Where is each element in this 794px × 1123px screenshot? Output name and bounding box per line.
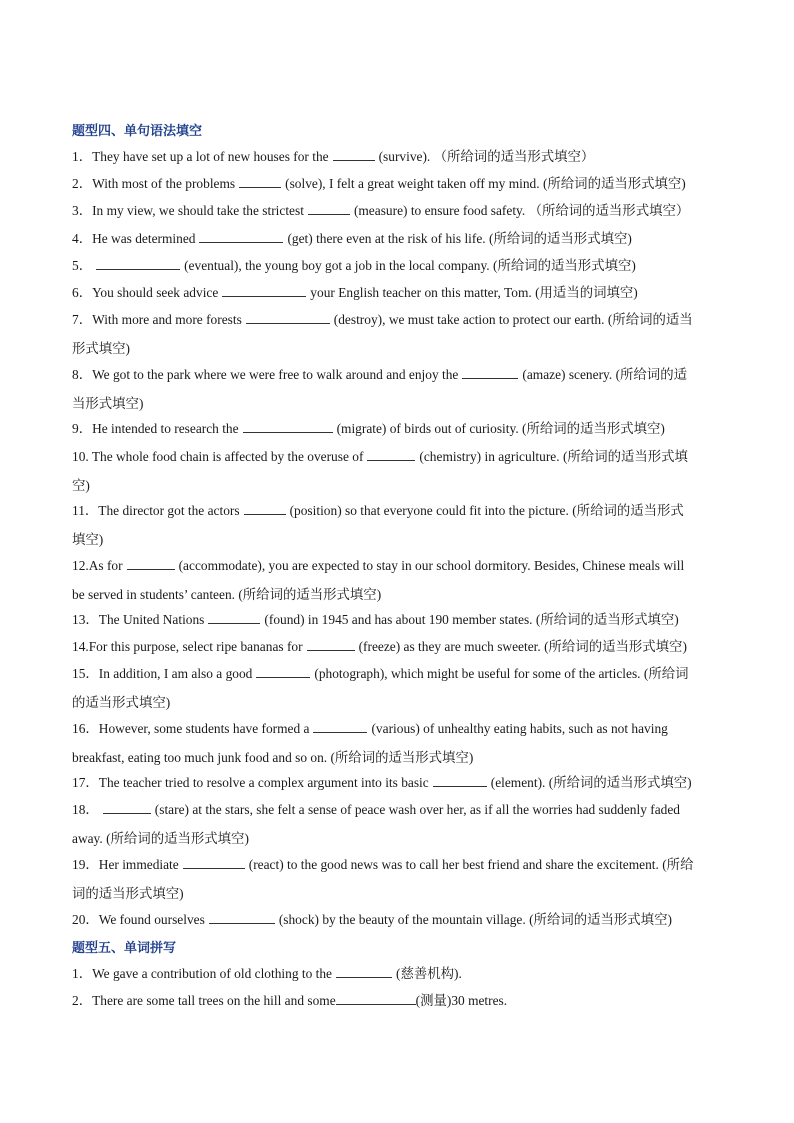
question-text: 9．He intended to research the [72,421,239,436]
question-hint: (shock) by the beauty of the mountain village. [278,912,526,927]
question-text: 11．The director got the actors [72,503,240,518]
question-hint: (destroy), we must take action to protect our earth. [333,312,605,327]
question-hint: (migrate) of birds out of curiosity. [336,421,519,436]
question-note: (所给词的适当形式填空) [535,612,679,627]
answer-blank[interactable] [199,230,283,243]
question-hint: (photograph), which might be useful for some of the articles. [314,666,641,681]
question-hint: (element). [490,775,546,790]
answer-blank[interactable] [367,448,415,461]
question-9 [72,420,722,437]
answer-blank[interactable] [243,420,333,433]
question-4 [72,230,722,247]
question-hint: (慈善机构). [395,966,462,981]
question-text: 4．He was determined [72,231,196,246]
question-text: 7．With more and more forests [72,312,242,327]
question-note: （所给词的适当形式填空） [528,203,690,218]
section-title-grammar-fill: 题型四、单句语法填空 [72,124,203,139]
question-11-continued: 填空) [72,532,104,547]
question-3 [72,202,722,219]
question-10 [72,448,722,465]
question-note: (所给词的适 [615,367,687,382]
question-5 [72,257,722,274]
question-text: 2．With most of the problems [72,176,236,191]
question-note: (所给词的适当形式 [572,503,684,518]
question-text: 16．However, some students have formed a [72,721,310,736]
question-note: (所给词的适当形式填空) [542,176,686,191]
question-text: 2．There are some tall trees on the hill and some [72,993,336,1008]
question-note: (所给词的适当形式填空) [493,258,636,273]
question-16 [72,720,722,737]
answer-blank[interactable] [256,665,310,678]
question-1 [72,148,722,165]
question-note: （所给词的适当形式填空） [433,149,595,164]
section-title-word-spelling: 题型五、单词拼写 [72,941,177,956]
question-text: 1．We gave a contribution of old clothing to the [72,966,332,981]
answer-blank[interactable] [307,638,355,651]
question-19 [72,856,722,873]
question-12 [72,557,722,574]
question-hint: (found) in 1945 and has about 190 member states. [264,612,533,627]
question-note: (所给词的适当形式填空) [544,639,687,654]
spelling-question-1 [72,965,722,982]
question-note: (所给词的适当形式填空) [548,775,692,790]
question-hint: (react) to the good news was to call her best friend and share the excitement. [248,857,659,872]
answer-blank[interactable] [246,311,330,324]
question-19-continued: 词的适当形式填空) [72,886,184,901]
answer-blank[interactable] [462,366,518,379]
question-text: 18． [72,802,99,817]
question-10-continued: 空) [72,478,90,493]
question-note: (所给词的适当形式填空) [489,231,632,246]
question-note: (所给 [662,857,694,872]
question-text: 10. The whole food chain is affected by the overuse of [72,449,364,464]
question-7-continued: 形式填空) [72,341,131,356]
question-hint: (eventual), the young boy got a job in the local company. [184,258,490,273]
question-text: 5． [72,258,93,273]
question-note: (用适当的词填空) [535,285,638,300]
question-hint: your English teacher on this matter, Tom. [310,285,532,300]
answer-blank[interactable] [208,611,260,624]
question-hint: (measure) to ensure food safety. [353,203,526,218]
question-hint: (various) of unhealthy eating habits, such as not having [371,721,668,736]
question-text: 13．The United Nations [72,612,205,627]
answer-blank[interactable] [127,557,175,570]
question-14 [72,638,722,655]
question-hint: (freeze) as they are much sweeter. [358,639,541,654]
answer-blank[interactable] [244,502,286,515]
question-note: (所给词的适当形式填 [562,449,688,464]
question-7 [72,311,722,328]
answer-blank[interactable] [209,911,275,924]
answer-blank[interactable] [433,774,487,787]
question-11 [72,502,722,519]
question-15-continued: 的适当形式填空) [72,695,171,710]
question-12-continued: be served in students’ canteen. (所给词的适当形式填空) [72,587,382,602]
question-17 [72,774,722,791]
answer-blank[interactable] [333,148,375,161]
question-text: 1．They have set up a lot of new houses for the [72,149,329,164]
question-note: (所给词的适当 [607,312,693,327]
question-hint: (get) there even at the risk of his life. [287,231,486,246]
question-20 [72,911,722,928]
answer-blank[interactable] [183,856,245,869]
question-18 [72,801,722,818]
question-8-continued: 当形式填空) [72,396,144,411]
spelling-question-2 [72,992,722,1009]
answer-blank[interactable] [308,202,350,215]
question-hint: (solve), I felt a great weight taken off my mind. [285,176,540,191]
question-text: 14.For this purpose, select ripe bananas for [72,639,303,654]
question-8 [72,366,722,383]
question-6 [72,284,722,301]
question-15 [72,665,722,682]
question-text: 8．We got to the park where we were free to walk around and enjoy the [72,367,459,382]
question-text: 15．In addition, I am also a good [72,666,253,681]
answer-blank[interactable] [313,720,367,733]
question-2 [72,175,722,192]
question-hint: (chemistry) in agriculture. [419,449,560,464]
question-text: 3．In my view, we should take the strictest [72,203,304,218]
answer-blank[interactable] [336,965,392,978]
question-note: (所给词的适当形式填空) [522,421,665,436]
question-18-continued: away. (所给词的适当形式填空) [72,831,249,846]
question-text: 19．Her immediate [72,857,179,872]
answer-blank[interactable] [336,992,416,1005]
question-text: 12.As for [72,558,123,573]
question-note: (所给词 [643,666,689,681]
answer-blank[interactable] [239,175,281,188]
question-hint: (测量)30 metres. [415,993,508,1008]
answer-blank[interactable] [222,284,306,297]
question-hint: (survive). [378,149,431,164]
question-note: (所给词的适当形式填空) [529,912,672,927]
question-text: 17．The teacher tried to resolve a complex argument into its basic [72,775,429,790]
question-13 [72,611,722,628]
question-text: 6．You should seek advice [72,285,219,300]
question-hint: (position) so that everyone could fit into the picture. [289,503,569,518]
question-hint: (accommodate), you are expected to stay in our school dormitory. Besides, Chinese meals will [178,558,685,573]
answer-blank[interactable] [96,257,180,270]
question-hint: (stare) at the stars, she felt a sense of peace wash over her, as if all the worries had suddenly faded [154,802,680,817]
answer-blank[interactable] [103,801,151,814]
question-16-continued: breakfast, eating too much junk food and so on. (所给词的适当形式填空) [72,750,474,765]
question-hint: (amaze) scenery. [522,367,613,382]
question-text: 20．We found ourselves [72,912,205,927]
